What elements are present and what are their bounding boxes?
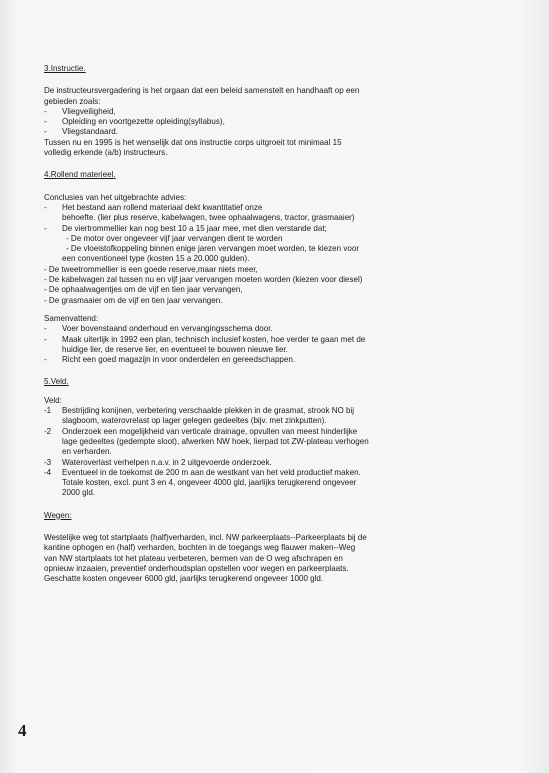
s4-sub-item: - De motor over ongeveer vijf jaar vervangen dient te worden [66, 233, 283, 243]
s4-bullet: - De viertrommellier kan nog best 10 a 15 jaar mee, met dien verstande dat; [44, 223, 327, 233]
s5-item-cont: slagboom, waterovrelast op lager gelegen gedeeltes (bijv. met zinkputten). [62, 416, 327, 426]
s4-bullet: - Het bestand aan rollend materiaal dekt kwantitatief onze [44, 202, 263, 212]
page-number: 4 [18, 721, 27, 740]
section-4-heading: 4.Rollend materieel. [44, 170, 116, 180]
s5-item-cont: lage gedeeltes (gedempte sloot), afwerken NW hoek, lierpad tot ZW-plateau verhogen [62, 436, 369, 446]
document-body [44, 64, 456, 584]
s4-summary-item: - Richt een goed magazijn in voor onderdelen en gereedschappen. [44, 355, 296, 365]
s3-list-item: - Vliegveiligheid, [44, 106, 116, 116]
s5-wegen-line: Geschatte kosten ongeveer 6000 gld, jaarlijks terugkerend ongeveer 1000 gld. [44, 574, 324, 584]
s4-dash-item: - De ophaalwagentjes om de vijf en tien jaar vervangen, [44, 285, 243, 295]
s5-item: -1 Bestrijding konijnen, verbetering verschaalde plekken in de grasmat, strook NO bij [44, 406, 355, 416]
s5-wegen-line: Westelijke weg tot startplaats (half)verharden, incl. NW parkeerplaats--Parkeerplaats bij de [44, 532, 367, 542]
s5-wegen-line: kantine ophogen en (half) verharden, bochten in de toegangs weg flauwer maken--Weg [44, 543, 356, 553]
s5-item-cont: 2000 gld. [62, 488, 96, 498]
s5-item-cont: en verharden. [62, 447, 112, 457]
s5-item: -2 Onderzoek een mogelijkheid van verticale drainage, opvullen van meest hinderlijke [44, 426, 358, 436]
s4-sub-item: - De vloeistofkoppeling binnen enige jaren vervangen moet worden, te kiezen voor [66, 244, 359, 254]
s5-wegen-line: van NW startplaats tot het plateau verbeteren, bermen van de O weg afschrapen en [44, 553, 343, 563]
s4-dash-item: - De kabelwagen zal tussen nu en vijf jaar vervangen moeten worden (kiezen voor diesel) [44, 275, 363, 285]
s4-summary-item: - Voer bovenstaand onderhoud en vervangingsschema door. [44, 324, 273, 334]
s5-item: -3 Wateroverlast verhelpen n.a.v. in 2 uitgevoerde onderzoek. [44, 457, 272, 467]
s5-wegen-line: opnieuw inzaaien, preventief onderhoudsplan opstellen voor wegen en parkeerplaats. [44, 563, 349, 573]
s4-sub-item-cont: een conventioneel type (kosten 15 a 20.000 gulden). [62, 254, 250, 264]
s4-bullet-cont: behoefte. (lier plus reserve, kabelwagen, twee ophaalwagens, tractor, grasmaaier) [62, 213, 355, 223]
s4-summary-item: - Maak uiterlijk in 1992 een plan, technisch inclusief kosten, hoe verder te gaan met de [44, 334, 366, 344]
s3-intro-line-2: gebieden zoals: [44, 96, 101, 106]
s4-dash-item: - De grasmaaier om de vijf en tien jaar vervangen. [44, 295, 223, 305]
s4-dash-item: - De tweetrommellier is een goede reserve,maar niets meer, [44, 264, 258, 274]
section-5-heading: 5.Veld. [44, 377, 69, 387]
s3-list-item: - Vliegstandaard. [44, 127, 118, 137]
s3-list-item: - Opleiding en voortgezette opleiding(syllabus), [44, 117, 225, 127]
s3-closing-line-1: Tussen nu en 1995 is het wenselijk dat ons instructie corps uitgroeit tot minimaal 15 [44, 137, 342, 147]
s3-closing-line-2: volledig erkende (a/b) instructeurs. [44, 148, 168, 158]
s4-summary-item-cont: huidige lier, de reserve lier, en eventueel te bouwen nieuwe lier. [62, 344, 288, 354]
s5-item-cont: Totale kosten, excl. punt 3 en 4, ongeveer 4000 gld, jaarlijks terugkerend ongeveer [62, 478, 357, 488]
s3-intro-line-1: De instructeursvergadering is het orgaan dat een beleid samenstelt en handhaaft op een [44, 86, 360, 96]
section-3-heading: 3.Instructie. [44, 64, 86, 73]
s5-wegen-label: Wegen: [44, 510, 72, 520]
s4-summary-label: Samenvattend: [44, 313, 99, 323]
s5-item: -4 Eventueel in de toekomst de 200 m aan de westkant van het veld productief maken. [44, 467, 361, 477]
s4-subheading: Conclusies van het uitgebrachte advies: [44, 192, 187, 202]
s5-veld-label: Veld: [44, 395, 62, 405]
